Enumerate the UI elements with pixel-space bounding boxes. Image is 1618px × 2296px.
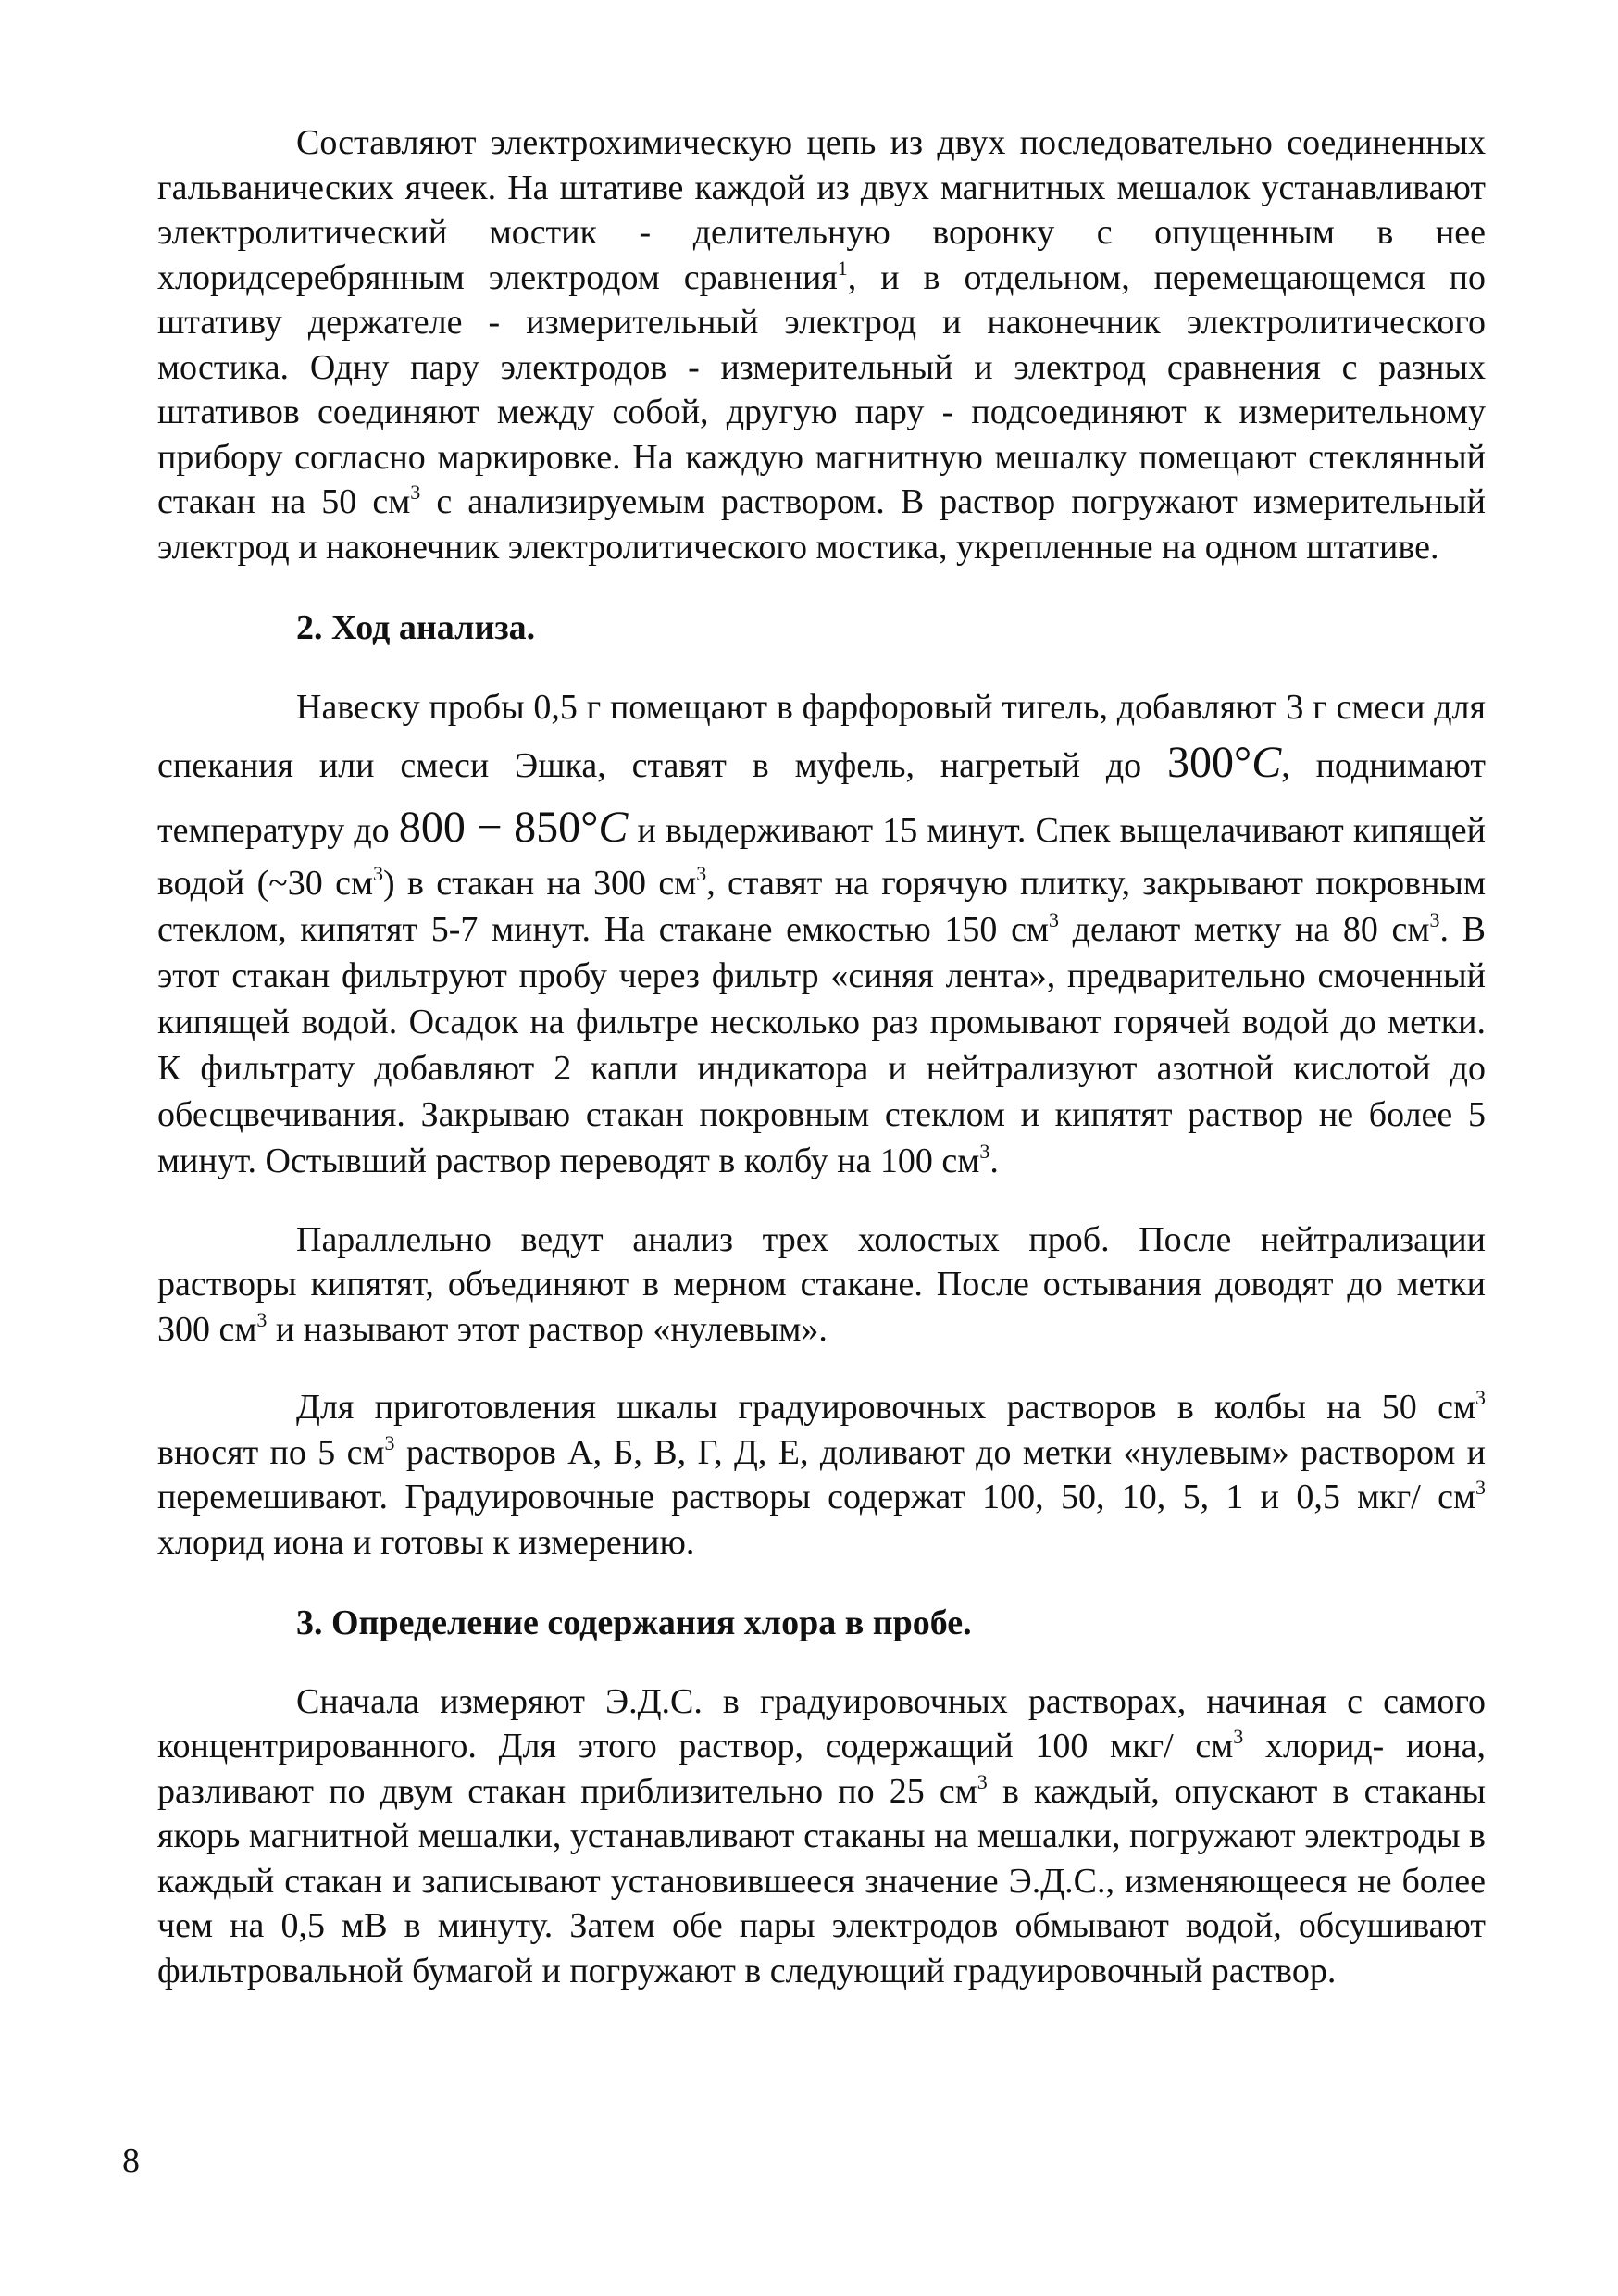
superscript: 3: [1233, 1725, 1244, 1748]
text-run: , поднимают температуру до: [157, 745, 1486, 850]
page-number: 8: [122, 2141, 140, 2180]
formula-unit: C: [1251, 737, 1282, 787]
text-run: вносят по 5 см: [157, 1432, 385, 1472]
text-run: в каждый, опускают в стаканы якорь магнитной мешалки, устанавливают стаканы на мешалки, погружают электроды в каждый стакан и записывают установившееся значение Э.Д.С., изменяющееся не более чем на 0,5 мВ в минуту. Затем обе пары электродов обмывают водой, обсушивают фильтровальной бумагой и погружают в следующий градуировочный раствор.: [157, 1771, 1486, 1990]
text-run: . В этот стакан фильтруют пробу через фильтр «синяя лента», предварительно смоченный кипящей водой. Осадок на фильтре несколько раз промывают горячей водой до метки. К фильтрату добавляют 2 капли индикатора и нейтрализуют азотной кислотой до обесцвечивания. Закрываю стакан покровным стеклом и кипятят раствор не более 5 минут. Остывший раствор переводят в колбу на 100 см: [157, 909, 1486, 1180]
superscript: 3: [384, 1430, 395, 1454]
section-heading-analysis: 2. Ход анализа.: [296, 608, 536, 647]
superscript: 3: [977, 1769, 988, 1793]
paragraph-analysis-procedure: [157, 684, 1486, 1184]
temperature-formula-300: [1167, 738, 1281, 787]
text-run: растворов А, Б, В, Г, Д, Е, доливают до метки «нулевым» раствором и перемешивают. Градуировочные растворы содержат 100, 50, 10, 5, 1 и 0,5 мкг/ см: [157, 1432, 1486, 1516]
footnote-marker: 1: [837, 256, 848, 280]
formula-unit: C: [598, 802, 629, 852]
formula-degree: °: [1234, 737, 1252, 787]
superscript: 3: [1429, 907, 1440, 931]
formula-number: 800 − 850: [398, 802, 581, 852]
superscript: 3: [696, 861, 707, 885]
text-run: и выдерживают 15 минут. Спек выщелачивают кипящей водой (~30 см: [157, 810, 1486, 903]
text-run: и называют этот раствор «нулевым».: [267, 1309, 828, 1349]
text-run: хлорид- иона, разливают по двум стакан приблизительно по 25 см: [157, 1727, 1487, 1811]
superscript: 3: [373, 861, 384, 885]
text-run: хлорид иона и готовы к измерению.: [157, 1522, 695, 1562]
superscript: 3: [1475, 1386, 1486, 1409]
text-run: ) в стакан на 300 см: [383, 863, 697, 903]
text-run: делают метку на 80 см: [1059, 909, 1430, 949]
paragraph-setup: [157, 120, 1486, 569]
text-run: , ставят на горячую плитку, закрывают покровным стеклом, кипятят 5-7 минут. На стакане емкостью 150 см: [157, 863, 1486, 949]
text-run: Навеску пробы 0,5 г помещают в фарфоровый тигель, добавляют 3 г смеси для спекания или смеси Эшка, ставят в муфель, нагретый до: [157, 687, 1486, 785]
text-run: Сначала измеряют Э.Д.С. в градуировочных растворах, начиная с самого концентрированного. Для этого раствор, содержащий 100 мкг/ см: [157, 1681, 1486, 1766]
text-run: , и в отдельном, перемещающемся по штативу держателе - измерительный электрод и наконечник электролитического мостика. Одну пару электродов - измерительный и электрод сравнения с разных штативов соединяют между собой, другую пару - подсоединяют к измерительному прибору согласно маркировке. На каждую магнитную мешалку помещают стеклянный стакан на 50 см: [157, 257, 1486, 521]
paragraph-calibration-scale: [157, 1385, 1486, 1565]
superscript: 3: [410, 480, 421, 504]
text-run: с анализируемым раствором. В раствор погружают измерительный электрод и наконечник электролитического мостика, укрепленные на одном штативе.: [157, 482, 1486, 567]
text-run: Для приготовления шкалы градуировочных растворов в колбы на 50 см: [296, 1388, 1475, 1427]
formula-number: 300: [1167, 737, 1235, 787]
paragraph-emf-measurement: [157, 1679, 1486, 1994]
text-run: Параллельно ведут анализ трех холостых проб. После нейтрализации растворы кипятят, объединяют в мерном стакане. После остывания доводят до метки 300 см: [157, 1219, 1486, 1349]
text-run: Составляют электрохимическую цепь из двух последовательно соединенных гальванических ячеек. На штативе каждой из двух магнитных мешалок устанавливают электролитический мостик - делительную воронку с опущенным в нее хлоридсеребрянным электродом сравнения: [157, 123, 1486, 297]
formula-degree: °: [580, 802, 599, 852]
paragraph-blank-samples: [157, 1217, 1486, 1353]
superscript: 3: [979, 1139, 990, 1163]
section-heading-chlorine: 3. Определение содержания хлора в пробе.: [296, 1603, 972, 1642]
text-run: .: [989, 1141, 999, 1180]
superscript: 3: [256, 1307, 268, 1331]
superscript: 3: [1049, 907, 1059, 931]
temperature-formula-800-850: [399, 803, 629, 852]
document-page: [157, 120, 1486, 1993]
superscript: 3: [1475, 1476, 1486, 1499]
